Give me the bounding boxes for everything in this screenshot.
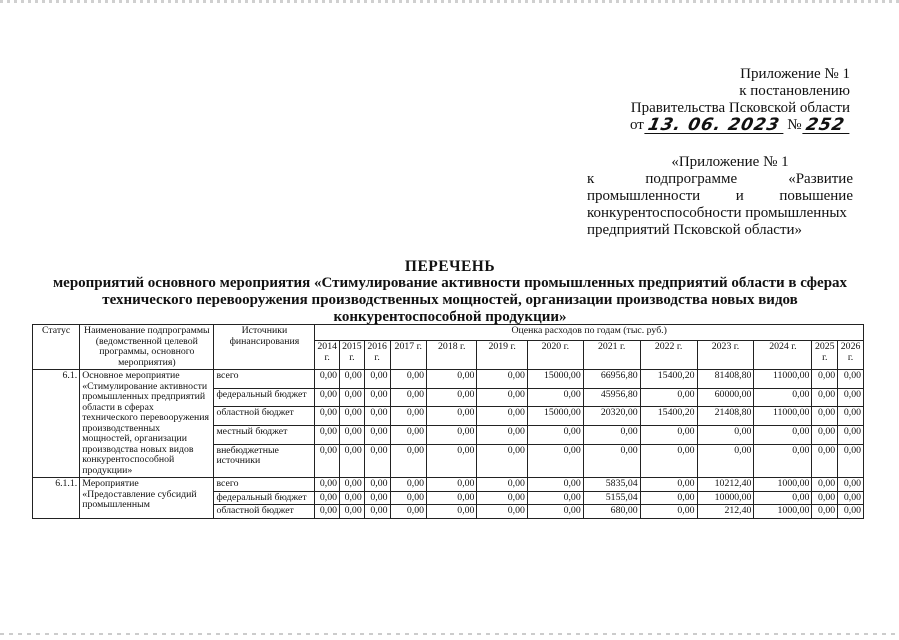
amount-cell: 0,00 <box>340 407 365 426</box>
amount-cell: 0,00 <box>477 426 527 445</box>
amount-cell: 0,00 <box>364 388 390 407</box>
appendix-date-row <box>560 117 850 134</box>
amount-cell: 0,00 <box>583 426 640 445</box>
amount-cell: 0,00 <box>477 407 527 426</box>
amount-cell: 0,00 <box>427 444 477 477</box>
amount-cell: 0,00 <box>812 370 838 389</box>
sub-appendix-word: повышение <box>779 188 853 204</box>
header-year: 2019 г. <box>477 341 527 370</box>
amount-cell: 45956,80 <box>583 388 640 407</box>
amount-cell: 0,00 <box>315 478 340 492</box>
sub-appendix-word: к <box>587 171 595 187</box>
from-label: от <box>629 117 644 133</box>
sub-appendix-word: «Развитие <box>788 171 853 187</box>
amount-cell: 0,00 <box>477 388 527 407</box>
funding-source-cell: областной бюджет <box>214 505 315 519</box>
header-year: 2023 г. <box>697 341 754 370</box>
handwritten-date: 13. 06. 2023 <box>644 118 787 134</box>
amount-cell: 0,00 <box>477 505 527 519</box>
amount-cell: 0,00 <box>427 388 477 407</box>
sub-appendix-word: промышленности <box>587 188 701 204</box>
amount-cell: 0,00 <box>640 505 697 519</box>
sub-appendix-line-1: «Приложение № 1 <box>671 154 789 170</box>
amount-cell: 0,00 <box>315 426 340 445</box>
amount-cell: 0,00 <box>640 444 697 477</box>
sub-appendix-word: подпрограмме <box>645 171 738 187</box>
amount-cell: 0,00 <box>812 505 838 519</box>
header-year: 2022 г. <box>640 341 697 370</box>
amount-cell: 0,00 <box>640 478 697 492</box>
amount-cell: 0,00 <box>812 444 838 477</box>
amount-cell: 5835,04 <box>583 478 640 492</box>
amount-cell: 15400,20 <box>640 407 697 426</box>
amount-cell: 0,00 <box>812 388 838 407</box>
amount-cell: 0,00 <box>754 444 812 477</box>
amount-cell: 0,00 <box>390 491 427 505</box>
funding-source-cell: всего <box>214 478 315 492</box>
amount-cell: 0,00 <box>640 491 697 505</box>
title-line-3: конкурентоспособной продукции» <box>333 309 567 325</box>
header-year: 2018 г. <box>427 341 477 370</box>
amount-cell: 0,00 <box>340 478 365 492</box>
table-row <box>33 478 864 492</box>
amount-cell: 0,00 <box>427 491 477 505</box>
table-header-row <box>33 325 864 341</box>
amount-cell: 0,00 <box>427 370 477 389</box>
amount-cell: 0,00 <box>315 444 340 477</box>
amount-cell: 0,00 <box>340 505 365 519</box>
sub-appendix-word: и <box>735 188 744 204</box>
amount-cell: 20320,00 <box>583 407 640 426</box>
amount-cell: 0,00 <box>364 407 390 426</box>
amount-cell: 680,00 <box>583 505 640 519</box>
amount-cell: 0,00 <box>838 426 864 445</box>
amount-cell: 0,00 <box>838 491 864 505</box>
funding-source-cell: местный бюджет <box>214 426 315 445</box>
amount-cell: 0,00 <box>364 444 390 477</box>
amount-cell: 0,00 <box>527 444 583 477</box>
header-year: 2024 г. <box>754 341 812 370</box>
title-main: ПЕРЕЧЕНЬ <box>404 258 496 275</box>
amount-cell: 0,00 <box>812 491 838 505</box>
funding-source-cell: федеральный бюджет <box>214 388 315 407</box>
amount-cell: 0,00 <box>315 407 340 426</box>
amount-cell: 0,00 <box>527 505 583 519</box>
amount-cell: 21408,80 <box>697 407 754 426</box>
amount-cell: 0,00 <box>527 491 583 505</box>
header-costs: Оценка расходов по годам (тыс. руб.) <box>315 325 864 341</box>
amount-cell: 212,40 <box>697 505 754 519</box>
amount-cell: 0,00 <box>340 444 365 477</box>
amount-cell: 0,00 <box>754 388 812 407</box>
header-year: 2015 г. <box>340 341 365 370</box>
table-row <box>33 370 864 389</box>
amount-cell: 0,00 <box>340 370 365 389</box>
amount-cell: 0,00 <box>477 370 527 389</box>
amount-cell: 0,00 <box>390 478 427 492</box>
measure-name-cell: Основное мероприятие «Стимулирование активности промышленных предприятий области в сферах технического перевооружения производственных мощностей, организации производства новых видов конкурентоспособной продукции» <box>80 370 214 478</box>
amount-cell: 0,00 <box>527 426 583 445</box>
amount-cell: 0,00 <box>640 388 697 407</box>
amount-cell: 0,00 <box>527 388 583 407</box>
amount-cell: 0,00 <box>838 370 864 389</box>
amount-cell: 0,00 <box>838 444 864 477</box>
amount-cell: 0,00 <box>315 388 340 407</box>
status-cell: 6.1. <box>33 370 80 478</box>
amount-cell: 0,00 <box>527 478 583 492</box>
amount-cell: 66956,80 <box>583 370 640 389</box>
header-year: 2014 г. <box>315 341 340 370</box>
scan-edge-bottom <box>0 633 899 635</box>
amount-cell: 0,00 <box>838 407 864 426</box>
amount-cell: 0,00 <box>427 478 477 492</box>
funding-source-cell: внебюджетные источники <box>214 444 315 477</box>
amount-cell: 0,00 <box>315 370 340 389</box>
amount-cell: 0,00 <box>340 388 365 407</box>
amount-cell: 0,00 <box>838 505 864 519</box>
header-year: 2021 г. <box>583 341 640 370</box>
sub-appendix-line-4: конкурентоспособности промышленных <box>587 205 847 221</box>
amount-cell: 0,00 <box>812 407 838 426</box>
expenses-table <box>32 324 864 519</box>
amount-cell: 0,00 <box>364 505 390 519</box>
header-name: Наименование подпрограммы (ведомственной целевой программы, основного мероприятия) <box>80 325 214 370</box>
amount-cell: 0,00 <box>364 478 390 492</box>
amount-cell: 0,00 <box>583 444 640 477</box>
amount-cell: 11000,00 <box>754 370 812 389</box>
amount-cell: 0,00 <box>340 491 365 505</box>
amount-cell: 0,00 <box>364 491 390 505</box>
amount-cell: 0,00 <box>838 478 864 492</box>
amount-cell: 15000,00 <box>527 370 583 389</box>
measure-name-cell: Мероприятие «Предоставление субсидий промышленным <box>80 478 214 519</box>
amount-cell: 0,00 <box>390 505 427 519</box>
title-line-1: мероприятий основного мероприятия «Стимулирование активности промышленных предприятий области в сферах <box>52 275 848 291</box>
appendix-line-2: к постановлению <box>739 83 850 99</box>
amount-cell: 0,00 <box>390 370 427 389</box>
header-status: Статус <box>33 325 80 370</box>
funding-source-cell: федеральный бюджет <box>214 491 315 505</box>
amount-cell: 0,00 <box>812 426 838 445</box>
amount-cell: 15400,20 <box>640 370 697 389</box>
amount-cell: 0,00 <box>315 491 340 505</box>
header-year: 2017 г. <box>390 341 427 370</box>
amount-cell: 1000,00 <box>754 478 812 492</box>
amount-cell: 0,00 <box>697 426 754 445</box>
amount-cell: 0,00 <box>315 505 340 519</box>
amount-cell: 0,00 <box>427 426 477 445</box>
amount-cell: 81408,80 <box>697 370 754 389</box>
amount-cell: 0,00 <box>390 388 427 407</box>
table-body <box>33 370 864 519</box>
amount-cell: 10000,00 <box>697 491 754 505</box>
amount-cell: 0,00 <box>364 370 390 389</box>
handwritten-number: 252 <box>802 118 852 134</box>
appendix-header <box>560 66 850 134</box>
amount-cell: 0,00 <box>340 426 365 445</box>
amount-cell: 0,00 <box>390 426 427 445</box>
title-line-2: технического перевооружения производственных мощностей, организации производства новых видов <box>102 292 798 308</box>
amount-cell: 0,00 <box>640 426 697 445</box>
amount-cell: 0,00 <box>477 478 527 492</box>
sub-appendix-line-2 <box>587 171 853 188</box>
amount-cell: 0,00 <box>838 388 864 407</box>
amount-cell: 0,00 <box>427 505 477 519</box>
amount-cell: 0,00 <box>812 478 838 492</box>
amount-cell: 1000,00 <box>754 505 812 519</box>
sub-appendix-line-3 <box>587 188 853 205</box>
amount-cell: 0,00 <box>427 407 477 426</box>
funding-source-cell: всего <box>214 370 315 389</box>
amount-cell: 0,00 <box>477 491 527 505</box>
amount-cell: 0,00 <box>697 444 754 477</box>
amount-cell: 11000,00 <box>754 407 812 426</box>
amount-cell: 0,00 <box>754 426 812 445</box>
header-year: 2016 г. <box>364 341 390 370</box>
header-sources: Источники финансирования <box>214 325 315 370</box>
amount-cell: 0,00 <box>477 444 527 477</box>
amount-cell: 15000,00 <box>527 407 583 426</box>
appendix-line-1: Приложение № 1 <box>740 66 850 82</box>
number-label: № <box>787 117 802 133</box>
header-year: 2020 г. <box>527 341 583 370</box>
amount-cell: 60000,00 <box>697 388 754 407</box>
amount-cell: 5155,04 <box>583 491 640 505</box>
amount-cell: 0,00 <box>754 491 812 505</box>
appendix-line-3: Правительства Псковской области <box>630 100 850 116</box>
status-cell: 6.1.1. <box>33 478 80 519</box>
header-year: 2025 г. <box>812 341 838 370</box>
scan-edge-top <box>0 0 899 3</box>
sub-appendix-line-5: предприятий Псковской области» <box>587 222 803 238</box>
amount-cell: 0,00 <box>364 426 390 445</box>
sub-appendix-reference <box>587 154 853 239</box>
amount-cell: 10212,40 <box>697 478 754 492</box>
document-title <box>20 258 880 326</box>
amount-cell: 0,00 <box>390 407 427 426</box>
amount-cell: 0,00 <box>390 444 427 477</box>
header-year: 2026 г. <box>838 341 864 370</box>
funding-source-cell: областной бюджет <box>214 407 315 426</box>
